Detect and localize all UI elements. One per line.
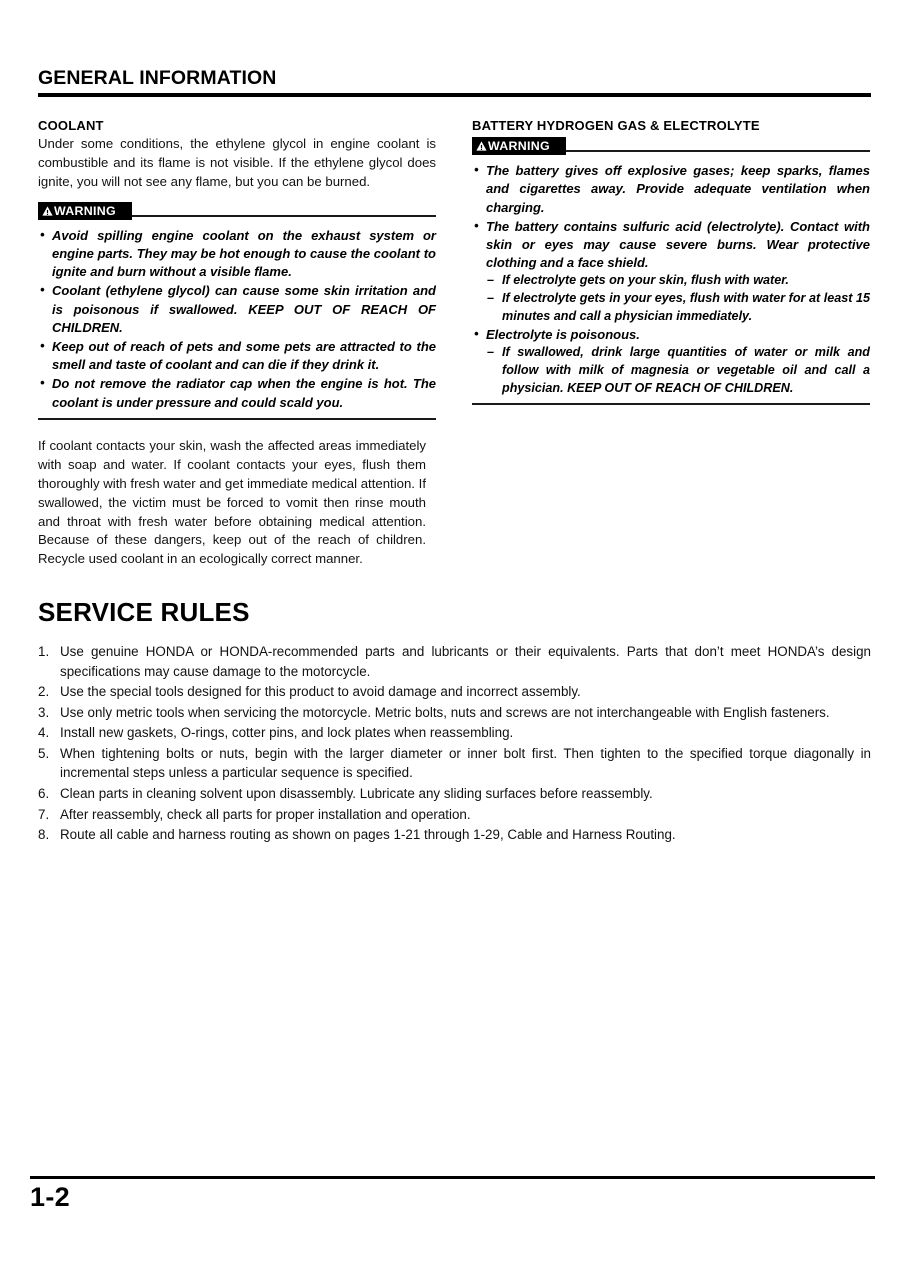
- battery-warning-close-rule: [472, 403, 870, 405]
- sub-list-item: – If swallowed, drink large quantities of water or milk and follow with milk of magnesia or vegetable oil and call a physician. KEEP OUT OF REACH OF CHILDREN.: [486, 344, 870, 397]
- coolant-heading: COOLANT: [38, 118, 104, 133]
- battery-warning-bar: [472, 137, 870, 155]
- list-item: When tightening bolts or nuts, begin with the larger diameter or inner bolt first. Then tighten to the specified torque diagonally in incremental steps unless a particular sequence is specified.: [60, 745, 871, 781]
- list-item: Use the special tools designed for this product to avoid damage and incorrect assembly.: [60, 684, 581, 700]
- warning-triangle-icon: [42, 206, 53, 216]
- coolant-warning-block: [38, 202, 436, 420]
- battery-warning-sublist: [486, 272, 870, 325]
- warning-badge-label: WARNING: [54, 203, 116, 218]
- header-rule: [38, 93, 871, 97]
- list-item: After reassembly, check all parts for proper installation and operation.: [60, 806, 471, 822]
- footer-rule: [30, 1176, 875, 1179]
- list-item: • Avoid spilling engine coolant on the exhaust system or engine parts. They may be hot enough to cause the coolant to ignite and burn without a visible flame.: [38, 227, 436, 282]
- coolant-first-aid-paragraph: If coolant contacts your skin, wash the affected areas immediately with soap and water. If coolant contacts your eyes, flush them thoroughly with fresh water and get immediate medical attention. If swallowed, the victim must be forced to vomit then rinse mouth and throat with fresh water before obtaining medical attention. Because of these dangers, keep out of the reach of children. Recycle used coolant in an ecologically correct manner.: [38, 438, 426, 567]
- battery-warning-block: [472, 137, 870, 405]
- battery-warning-list: [472, 162, 870, 397]
- service-rules-title: SERVICE RULES: [38, 597, 250, 627]
- coolant-warning-list: [38, 227, 436, 412]
- service-rules-section: [38, 597, 871, 846]
- list-item: Use only metric tools when servicing the motorcycle. Metric bolts, nuts and screws are not interchangeable with English fasteners.: [60, 704, 830, 720]
- warning-triangle-icon: [476, 141, 487, 151]
- list-item: • Do not remove the radiator cap when the engine is hot. The coolant is under pressure and could scald you.: [38, 375, 436, 411]
- battery-warning-sublist: [486, 344, 870, 397]
- list-item: Use genuine HONDA or HONDA-recommended parts and lubricants or their equivalents. Parts that don’t meet HONDA’s design specifications may cause damage to the motorcycle.: [60, 644, 871, 679]
- sub-list-item: – If electrolyte gets in your eyes, flush with water for at least 15 minutes and call a physician immediately.: [486, 290, 870, 325]
- list-item: • The battery gives off explosive gases; keep sparks, flames and cigarettes away. Provide adequate ventilation when charging.: [472, 162, 870, 217]
- warning-bar-rule: [566, 150, 870, 152]
- sub-list-item: – If electrolyte gets on your skin, flush with water.: [486, 272, 870, 290]
- page-title: GENERAL INFORMATION: [38, 67, 277, 89]
- coolant-warning-close-rule: [38, 418, 436, 420]
- list-item: Clean parts in cleaning solvent upon disassembly. Lubricate any sliding surfaces before reassembly.: [60, 785, 653, 801]
- right-column: [472, 118, 870, 420]
- two-column-zone: [38, 118, 871, 420]
- left-column: [38, 118, 436, 420]
- running-head: [38, 68, 871, 97]
- list-item: [472, 218, 870, 325]
- page-number: 1-2: [30, 1182, 70, 1212]
- warning-badge-label: WARNING: [488, 139, 550, 153]
- coolant-first-aid-paragraph-wrap: [38, 437, 426, 569]
- warning-badge: [38, 202, 132, 220]
- warning-badge: [472, 137, 566, 155]
- list-item: Route all cable and harness routing as shown on pages 1-21 through 1-29, Cable and Harness Routing.: [60, 827, 676, 843]
- service-rules-list: [38, 642, 871, 845]
- page-footer: [30, 1176, 875, 1213]
- list-item: • Keep out of reach of pets and some pets are attracted to the smell and taste of coolant and can die if they drink it.: [38, 338, 436, 374]
- list-item-text: The battery contains sulfuric acid (electrolyte). Contact with skin or eyes may cause severe burns. Wear protective clothing and a face shield.: [486, 218, 870, 271]
- warning-bar-rule: [132, 215, 436, 217]
- list-item: Install new gaskets, O-rings, cotter pins, and lock plates when reassembling.: [60, 725, 514, 741]
- list-item: [472, 326, 870, 397]
- list-item: • Coolant (ethylene glycol) can cause some skin irritation and is poisonous if swallowed. KEEP OUT OF REACH OF CHILDREN.: [38, 282, 436, 337]
- list-item-text: Electrolyte is poisonous.: [486, 327, 640, 343]
- coolant-intro-paragraph: Under some conditions, the ethylene glycol in engine coolant is combustible and its flame is not visible. If the ethylene glycol does ignite, you will not see any flame, but you can be burned.: [38, 136, 436, 189]
- battery-heading: BATTERY HYDROGEN GAS & ELECTROLYTE: [472, 118, 760, 133]
- coolant-warning-bar: [38, 202, 436, 220]
